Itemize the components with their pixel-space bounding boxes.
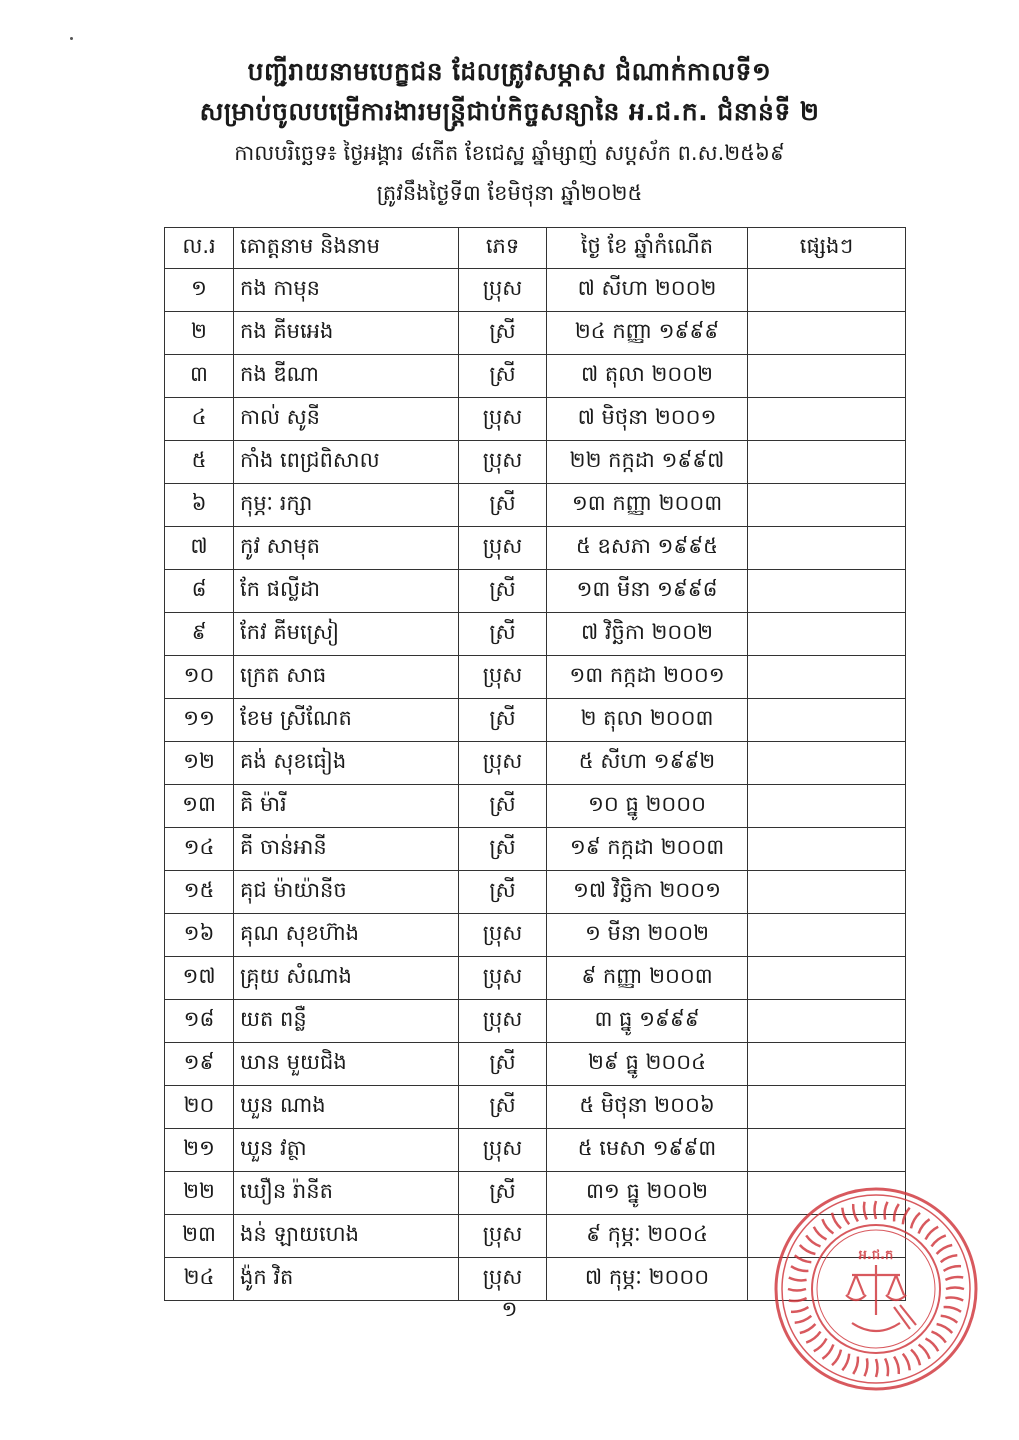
row-dob: ៧ វិច្ឆិកា ២០០២ [547,613,748,656]
header-dob: ថ្ងៃ ខែ ឆ្នាំកំណើត [547,228,748,269]
document-header [0,52,1019,212]
seal-ring-mark [937,1245,953,1254]
row-sex: ស្រី [459,871,547,914]
row-other [748,957,906,1000]
row-other [748,785,906,828]
row-name: ឃាន មួយជិង [234,1043,459,1086]
seal-ring-mark [800,1324,816,1333]
table-row [165,1043,906,1086]
seal-ring-mark [926,1227,939,1240]
seal-ring-mark [789,1298,807,1301]
official-seal-icon [770,1183,982,1395]
seal-ring-mark [842,1354,849,1371]
seal-ring-mark [894,1357,899,1374]
seal-ring-mark [946,1288,964,1290]
row-other [748,441,906,484]
row-other [748,527,906,570]
row-name: កាំង ពេជ្រពិសាល [234,441,459,484]
row-number: ៧ [165,527,234,570]
row-dob: ៧ កុម្ភៈ ២០០០ [547,1258,748,1301]
row-dob: ៥ មេសា ១៩៩៣ [547,1129,748,1172]
row-name: កែ ផល្លីដា [234,570,459,613]
row-name: គ្រុយ សំណាង [234,957,459,1000]
row-name: យត ពន្លឺ [234,1000,459,1043]
row-number: ២២ [165,1172,234,1215]
table-row [165,269,906,312]
row-dob: ១៣ មីនា ១៩៩៨ [547,570,748,613]
row-sex: ស្រី [459,828,547,871]
seal-ring-mark [932,1235,946,1246]
row-name: គង់ សុខធៀង [234,742,459,785]
seal-ring-mark [791,1266,808,1271]
row-number: ១៣ [165,785,234,828]
row-sex: ប្រុស [459,742,547,785]
table-row [165,484,906,527]
row-name: គិ ម៉ារី [234,785,459,828]
row-number: ២០ [165,1086,234,1129]
row-number: ៥ [165,441,234,484]
row-dob: ១៣ កញ្ញា ២០០៣ [547,484,748,527]
row-number: ៨ [165,570,234,613]
row-dob: ៩ កុម្ភៈ ២០០៤ [547,1215,748,1258]
row-name: កង គីមអេង [234,312,459,355]
row-sex: ប្រុស [459,1000,547,1043]
seal-ring-mark [944,1266,961,1271]
row-sex: ប្រុស [459,1258,547,1301]
seal-ring-mark [795,1255,812,1262]
row-dob: ២២ កក្កដា ១៩៩៧ [547,441,748,484]
seal-ring-mark [842,1208,849,1225]
row-dob: ៥ សីហា ១៩៩២ [547,742,748,785]
row-dob: ២៩ ធ្នូ ២០០៤ [547,1043,748,1086]
row-sex: ស្រី [459,312,547,355]
row-other [748,914,906,957]
row-other [748,699,906,742]
row-dob: ២៤ កញ្ញា ១៩៩៩ [547,312,748,355]
row-sex: ស្រី [459,613,547,656]
row-number: ២១ [165,1129,234,1172]
seal-ring-mark [945,1298,963,1301]
table-row [165,828,906,871]
row-sex: ស្រី [459,785,547,828]
header-name: គោត្តនាម និងនាម [234,228,459,269]
row-dob: ៥ មិថុនា ២០០៦ [547,1086,748,1129]
row-sex: ប្រុស [459,398,547,441]
row-name: គុជ ម៉ាយ៉ានីច [234,871,459,914]
table-row [165,699,906,742]
row-number: ១៩ [165,1043,234,1086]
table-row [165,785,906,828]
seal-ring-mark [937,1324,953,1333]
row-number: ២៤ [165,1258,234,1301]
row-dob: ៧ មិថុនា ២០០១ [547,398,748,441]
page-number: ១ [501,1297,518,1321]
row-name: កុម្ភៈ រក្សា [234,484,459,527]
seal-ring-mark [944,1307,961,1312]
row-name: គុណ សុខហ៊ាង [234,914,459,957]
row-other [748,570,906,613]
seal-ring-mark [919,1219,930,1233]
seal-ring-mark [865,1358,868,1376]
row-dob: ៥ ឧសភា ១៩៩៥ [547,527,748,570]
title-line-1: បញ្ជីរាយនាមបេក្ខជន ដែលត្រូវសម្ភាស ជំណាក់កាលទី១ [247,57,772,86]
row-other [748,1000,906,1043]
seal-ring-mark [806,1235,820,1246]
seal-ring-mark [814,1227,827,1240]
table-row [165,570,906,613]
row-dob: ៣១ ធ្នូ ២០០២ [547,1172,748,1215]
table-row [165,312,906,355]
row-dob: ៧ តុលា ២០០២ [547,355,748,398]
seal-ring-mark [806,1332,820,1343]
row-sex: ស្រី [459,1172,547,1215]
row-dob: ១៣ កក្កដា ២០០១ [547,656,748,699]
row-dob: ១៩ កក្កដា ២០០៣ [547,828,748,871]
seal-ring-mark [932,1332,946,1343]
row-number: ៩ [165,613,234,656]
table-row [165,527,906,570]
row-sex: ប្រុស [459,269,547,312]
table-row [165,441,906,484]
row-other [748,1086,906,1129]
row-name: ឃួន វត្ថា [234,1129,459,1172]
row-number: ១០ [165,656,234,699]
row-other [748,613,906,656]
table-row [165,742,906,785]
table-row [165,1129,906,1172]
row-sex: ស្រី [459,570,547,613]
row-number: ១៧ [165,957,234,1000]
row-number: ១១ [165,699,234,742]
header-no: ល.រ [165,228,234,269]
row-name: កាល់ សូនី [234,398,459,441]
row-other [748,1043,906,1086]
row-other [748,484,906,527]
row-sex: ប្រុស [459,527,547,570]
row-other [748,269,906,312]
row-other [748,871,906,914]
row-number: ១៨ [165,1000,234,1043]
seal-ring-mark [853,1357,858,1374]
row-number: ១២ [165,742,234,785]
seal-ring-mark [814,1339,827,1352]
row-other [748,656,906,699]
row-name: ក្រេត សាធ [234,656,459,699]
seal-ring-mark [789,1278,807,1281]
row-name: កូវ សាមុត [234,527,459,570]
row-sex: ប្រុស [459,1129,547,1172]
row-name: កង ឌីណា [234,355,459,398]
seal-ring-mark [864,1202,867,1220]
seal-ring-mark [911,1350,920,1366]
row-dob: ៩ កញ្ញា ២០០៣ [547,957,748,1000]
header-other: ផ្សេងៗ [748,228,906,269]
row-dob: ១ មីនា ២០០២ [547,914,748,957]
header-sex: ភេទ [459,228,547,269]
seal-ring-mark [875,1201,877,1219]
row-name: ឃឿន រ៉ានីត [234,1172,459,1215]
row-name: ឃួន ណាង [234,1086,459,1129]
row-number: ៦ [165,484,234,527]
seal-center-text: អ.ជ.ក [858,1248,894,1263]
row-number: ១៤ [165,828,234,871]
table-row [165,871,906,914]
table-row [165,656,906,699]
row-sex: ប្រុស [459,656,547,699]
table-header-row [165,228,906,269]
row-number: ១៥ [165,871,234,914]
seal-ring-mark [832,1350,841,1366]
row-sex: ប្រុស [459,1215,547,1258]
seal-ring-mark [903,1208,910,1225]
row-other [748,312,906,355]
row-other [748,355,906,398]
seal-ring-mark [885,1202,888,1220]
row-name: ខែម ស្រីណែត [234,699,459,742]
seal-ring-mark [832,1213,841,1229]
table-row [165,957,906,1000]
row-name: កង កាមុន [234,269,459,312]
seal-ring-mark [941,1316,958,1323]
seal-ring-mark [853,1204,858,1221]
seal-ring-mark [945,1277,963,1280]
row-dob: ៣ ធ្នូ ១៩៩៩ [547,1000,748,1043]
seal-ring-mark [903,1354,910,1371]
row-other [748,742,906,785]
table-row [165,914,906,957]
table-row [165,1086,906,1129]
row-number: ២៣ [165,1215,234,1258]
row-number: ១ [165,269,234,312]
row-dob: ២ តុលា ២០០៣ [547,699,748,742]
gregorian-date-line: ត្រូវនឹងថ្ងៃទី៣ ខែមិថុនា ឆ្នាំ២០២៥ [376,181,643,205]
row-number: ១៦ [165,914,234,957]
row-name: គី ចាន់អានី [234,828,459,871]
date-line: កាលបរិច្ឆេទ៖ ថ្ងៃអង្គារ ៨កើត ខែជេស្ឋ ឆ្នាំម្សាញ់ សប្តស័ក ព.ស.២៥៦៩ [234,141,785,165]
row-dob: ១៧ វិច្ឆិកា ២០០១ [547,871,748,914]
row-number: ៣ [165,355,234,398]
table-row [165,1000,906,1043]
seal-ring-mark [791,1307,808,1312]
seal-ring-mark [800,1245,816,1254]
row-sex: ប្រុស [459,914,547,957]
table-row [165,355,906,398]
row-sex: ស្រី [459,355,547,398]
row-sex: ស្រី [459,1086,547,1129]
title-line-2: សម្រាប់ចូលបម្រើការងារមន្ត្រីជាប់កិច្ចសន្យានៃ អ.ជ.ក. ជំនាន់ទី ២ [199,97,820,126]
row-sex: ប្រុស [459,441,547,484]
seal-ring-mark [822,1219,833,1233]
candidate-table [164,227,906,1301]
row-name: ង៉ូក វិត [234,1258,459,1301]
row-other [748,1129,906,1172]
row-name: កែវ គីមស្រៀ [234,613,459,656]
seal-ring-mark [876,1359,878,1377]
seal-ring-mark [926,1339,939,1352]
row-number: ៤ [165,398,234,441]
table-row [165,398,906,441]
seal-ring-mark [911,1213,920,1229]
row-name: ងន់ ឡាយហេង [234,1215,459,1258]
row-sex: ស្រី [459,699,547,742]
row-sex: ប្រុស [459,957,547,1000]
seal-ring-mark [822,1345,833,1359]
row-sex: ស្រី [459,1043,547,1086]
row-other [748,828,906,871]
row-sex: ស្រី [459,484,547,527]
seal-ring-mark [885,1358,888,1376]
row-dob: ៧ សីហា ២០០២ [547,269,748,312]
row-number: ២ [165,312,234,355]
row-dob: ១០ ធ្នូ ២០០០ [547,785,748,828]
seal-ring-mark [788,1289,806,1291]
seal-ring-mark [941,1255,958,1262]
seal-ring-mark [919,1345,930,1359]
row-other [748,398,906,441]
seal-ring-mark [894,1204,899,1221]
table-row [165,613,906,656]
scan-speck [70,37,73,40]
seal-ring-mark [795,1316,812,1323]
